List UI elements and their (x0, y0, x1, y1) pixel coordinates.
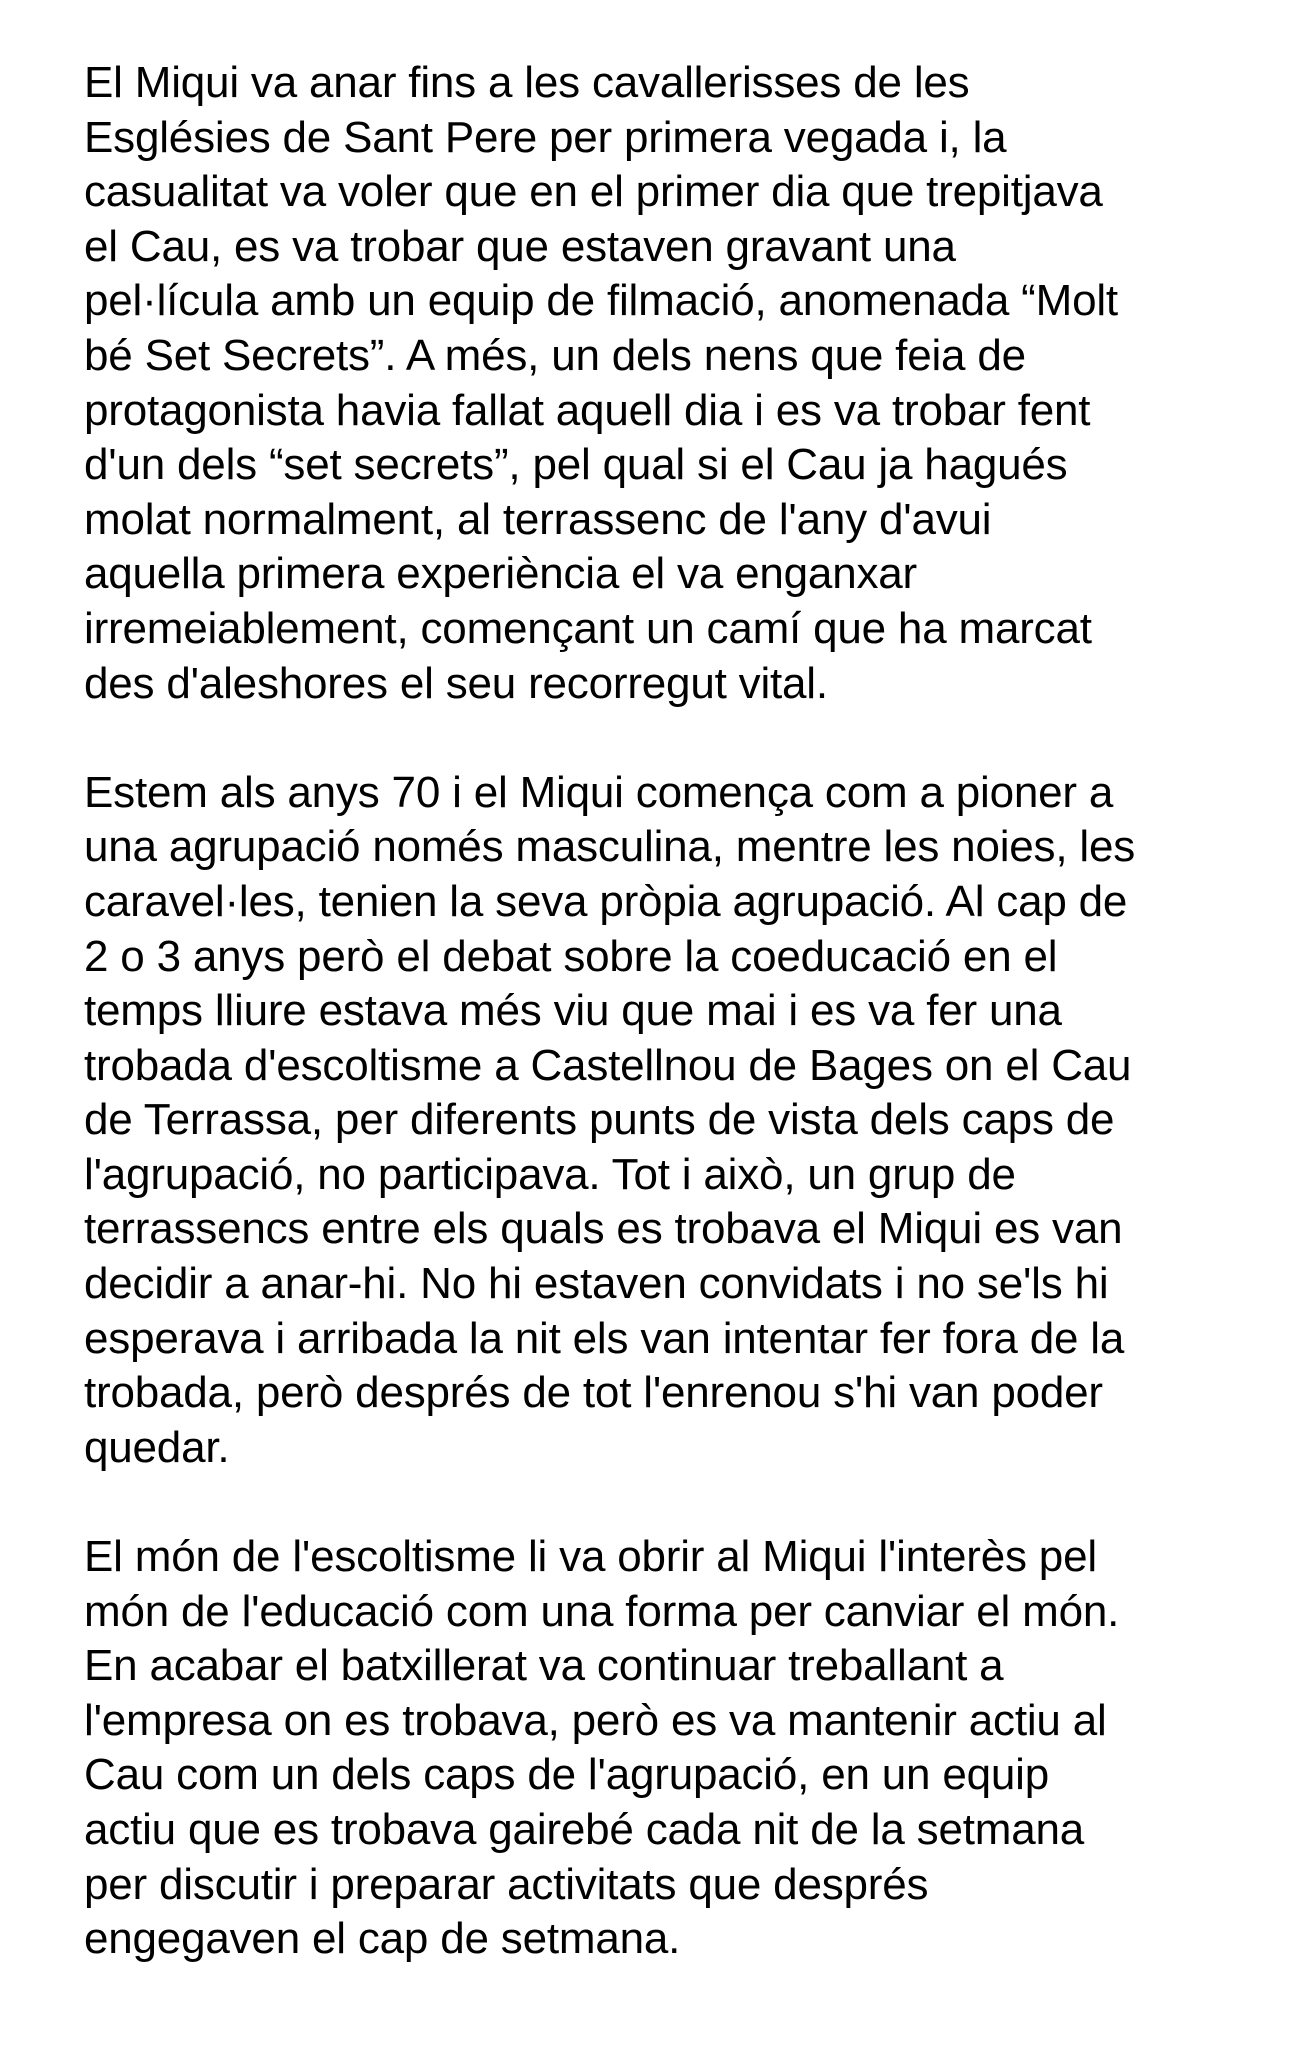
text-line: temps lliure estava més viu que mai i es va fer una (84, 986, 1062, 1036)
text-line: trobada d'escoltisme a Castellnou de Bages on el Cau (84, 1040, 1132, 1090)
paragraph-2 (84, 766, 1264, 1476)
text-line: quedar. (84, 1422, 230, 1472)
text-line: de Terrassa, per diferents punts de vista dels caps de (84, 1095, 1115, 1145)
text-line: trobada, però després de tot l'enrenou s'hi van poder (84, 1368, 1103, 1418)
text-line: Cau com un dels caps de l'agrupació, en un equip (84, 1750, 1049, 1800)
text-line: caravel·les, tenien la seva pròpia agrupació. Al cap de (84, 876, 1128, 926)
text-line: esperava i arribada la nit els van intentar fer fora de la (84, 1313, 1125, 1363)
text-line: engegaven el cap de setmana. (84, 1914, 681, 1964)
text-line: per discutir i preparar activitats que després (84, 1859, 929, 1909)
text-line: protagonista havia fallat aquell dia i es va trobar fent (84, 385, 1091, 435)
paragraph-1 (84, 56, 1264, 711)
paragraph-gap (84, 711, 1264, 766)
text-line: d'un dels “set secrets”, pel qual si el Cau ja hagués (84, 440, 1068, 490)
text-line: Estem als anys 70 i el Miqui comença com a pioner a (84, 767, 1114, 817)
text-line: 2 o 3 anys però el debat sobre la coeducació en el (84, 931, 1058, 981)
text-line: casualitat va voler que en el primer dia que trepitjava (84, 167, 1103, 217)
paragraph-gap (84, 1475, 1264, 1530)
text-line: món de l'educació com una forma per canviar el món. (84, 1586, 1120, 1636)
text-line: El món de l'escoltisme li va obrir al Miqui l'interès pel (84, 1532, 1097, 1582)
text-line: l'agrupació, no participava. Tot i això, un grup de (84, 1149, 1016, 1199)
text-line: pel·lícula amb un equip de filmació, anomenada “Molt (84, 276, 1118, 326)
text-line: molat normalment, al terrassenc de l'any d'avui (84, 494, 992, 544)
text-line: En acabar el batxillerat va continuar treballant a (84, 1641, 1004, 1691)
paragraph-3 (84, 1530, 1264, 1967)
text-line: una agrupació només masculina, mentre les noies, les (84, 822, 1136, 872)
text-line: decidir a anar-hi. No hi estaven convidats i no se'ls hi (84, 1259, 1109, 1309)
text-line: El Miqui va anar fins a les cavallerisses de les (84, 58, 970, 107)
text-line: actiu que es trobava gairebé cada nit de la setmana (84, 1805, 1085, 1854)
text-line: irremeiablement, començant un camí que ha marcat (84, 603, 1092, 653)
document-body (84, 56, 1264, 1967)
text-line: Esglésies de Sant Pere per primera vegada i, la (84, 112, 1007, 162)
text-line: des d'aleshores el seu recorregut vital. (84, 658, 828, 708)
text-line: terrassencs entre els quals es trobava el Miqui es van (84, 1204, 1123, 1254)
text-line: bé Set Secrets”. A més, un dels nens que feia de (84, 330, 1026, 380)
text-line: aquella primera experiència el va enganxar (84, 549, 917, 599)
text-line: el Cau, es va trobar que estaven gravant una (84, 221, 956, 271)
text-line: l'empresa on es trobava, però es va mantenir actiu al (84, 1695, 1107, 1745)
